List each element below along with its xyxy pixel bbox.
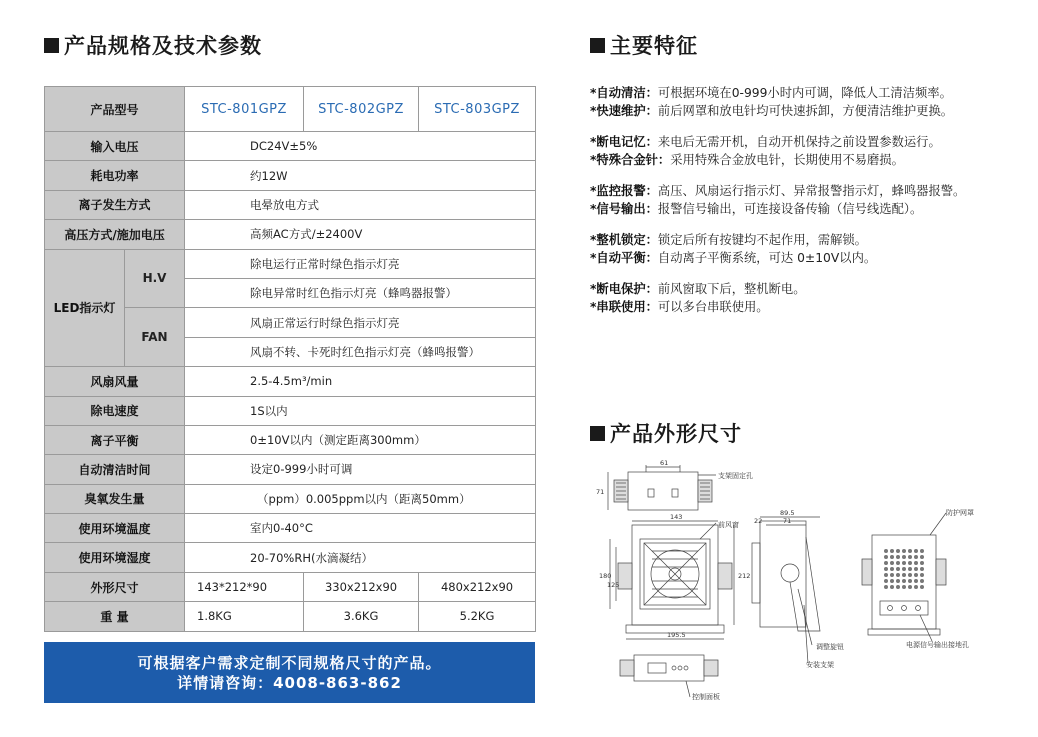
label-control-panel: 控制面板 bbox=[692, 693, 720, 701]
feature-name: *整机锁定： bbox=[590, 233, 658, 247]
row-label: 自动清洁时间 bbox=[45, 455, 185, 484]
dimension-drawings bbox=[590, 455, 1030, 705]
dim-side-a: 22 bbox=[754, 517, 763, 525]
list-item bbox=[590, 298, 1030, 316]
row-label: 输入电压 bbox=[45, 132, 185, 161]
table-row bbox=[45, 396, 536, 425]
row-value: 高频AC方式/±2400V bbox=[185, 220, 536, 249]
square-bullet-icon bbox=[44, 38, 59, 53]
table-row bbox=[45, 543, 536, 572]
hv-line-1: 除电运行正常时绿色指示灯亮 bbox=[185, 249, 536, 278]
feature-text: 来电后无需开机，自动开机保持之前设置参数运行。 bbox=[657, 135, 941, 149]
feature-text: 可以多台串联使用。 bbox=[657, 300, 769, 314]
row-value: （ppm）0.005ppm以内（距离50mm） bbox=[185, 484, 536, 513]
spec-table bbox=[44, 86, 536, 632]
list-item bbox=[590, 249, 1030, 267]
weight-2: 3.6KG bbox=[304, 602, 419, 631]
label-guard: 防护网罩 bbox=[946, 509, 974, 517]
bottom-view-drawing bbox=[620, 655, 720, 701]
size-2: 330x212x90 bbox=[304, 572, 419, 601]
led-label: LED指示灯 bbox=[45, 249, 125, 367]
label-mount-bracket: 安装支架 bbox=[806, 661, 834, 669]
feature-text: 锁定后所有按键均不起作用，需解锁。 bbox=[657, 233, 867, 247]
table-row bbox=[45, 425, 536, 454]
fan-line-1: 风扇正常运行时绿色指示灯亮 bbox=[185, 308, 536, 337]
list-item bbox=[590, 151, 1030, 169]
square-bullet-icon bbox=[590, 426, 605, 441]
table-row bbox=[45, 220, 536, 249]
label-bracket-hole: 支架固定孔 bbox=[718, 472, 753, 480]
row-value: 室内0-40°C bbox=[185, 514, 536, 543]
row-label: 使用环境湿度 bbox=[45, 543, 185, 572]
dim-top-w: 61 bbox=[660, 459, 669, 467]
top-view-drawing bbox=[596, 459, 753, 510]
guard-grid bbox=[884, 549, 924, 589]
row-label: 耗电功率 bbox=[45, 161, 185, 190]
feature-text: 采用特殊合金放电针，长期使用不易磨损。 bbox=[670, 153, 904, 167]
feature-group bbox=[590, 231, 1030, 267]
model-2: STC-802GPZ bbox=[304, 87, 419, 132]
row-label: 使用环境温度 bbox=[45, 514, 185, 543]
contact-banner bbox=[44, 642, 535, 703]
dim-front-w: 143 bbox=[670, 513, 683, 521]
weight-3: 5.2KG bbox=[419, 602, 536, 631]
table-row bbox=[45, 455, 536, 484]
table-row bbox=[45, 602, 536, 631]
hv-label: H.V bbox=[125, 249, 185, 308]
dimensions-title-text: 产品外形尺寸 bbox=[610, 421, 742, 446]
table-row bbox=[45, 572, 536, 601]
size-label: 外形尺寸 bbox=[45, 572, 185, 601]
fan-label: FAN bbox=[125, 308, 185, 367]
fan-line-2: 风扇不转、卡死时红色指示灯亮（蜂鸣报警） bbox=[185, 337, 536, 366]
list-item bbox=[590, 200, 1030, 218]
banner-line-2: 详情请咨询：4008-863-862 bbox=[177, 673, 402, 692]
dim-base-w: 195.5 bbox=[667, 631, 686, 639]
feature-name: *自动平衡： bbox=[590, 251, 658, 265]
feature-group bbox=[590, 84, 1030, 120]
row-value: 0±10V以内（测定距离300mm） bbox=[185, 425, 536, 454]
feature-text: 高压、风扇运行指示灯、异常报警指示灯，蜂鸣器报警。 bbox=[657, 184, 966, 198]
table-row bbox=[45, 87, 536, 132]
feature-text: 可根据环境在0-999小时内可调，降低人工清洁频率。 bbox=[657, 86, 952, 100]
size-1: 143*212*90 bbox=[185, 572, 304, 601]
feature-text: 前风窗取下后，整机断电。 bbox=[657, 282, 806, 296]
list-item bbox=[590, 84, 1030, 102]
table-row bbox=[45, 484, 536, 513]
table-row bbox=[45, 190, 536, 219]
dim-front-h-inner: 125 bbox=[607, 581, 620, 589]
feature-group bbox=[590, 280, 1030, 316]
feature-name: *断电保护： bbox=[590, 282, 658, 296]
list-item bbox=[590, 182, 1030, 200]
banner-line-1: 可根据客户需求定制不同规格尺寸的产品。 bbox=[137, 653, 442, 672]
feature-text: 自动离子平衡系统，可达 0±10V以内。 bbox=[657, 251, 877, 265]
dimensions-section-title bbox=[590, 418, 742, 448]
feature-name: *特殊合金针： bbox=[590, 153, 671, 167]
list-item bbox=[590, 280, 1030, 298]
model-label: 产品型号 bbox=[45, 87, 185, 132]
row-value: 2.5-4.5m³/min bbox=[185, 367, 536, 396]
row-value: DC24V±5% bbox=[185, 132, 536, 161]
front-view-drawing bbox=[599, 513, 750, 639]
row-value: 约12W bbox=[185, 161, 536, 190]
feature-group bbox=[590, 182, 1030, 218]
row-value: 20-70%RH(水滴凝结） bbox=[185, 543, 536, 572]
feature-name: *断电记忆： bbox=[590, 135, 658, 149]
list-item bbox=[590, 102, 1030, 120]
dim-front-h-mid: 180 bbox=[599, 572, 612, 580]
model-3: STC-803GPZ bbox=[419, 87, 536, 132]
row-value: 1S以内 bbox=[185, 396, 536, 425]
dim-front-h-outer: 212 bbox=[738, 572, 751, 580]
model-1: STC-801GPZ bbox=[185, 87, 304, 132]
feature-text: 报警信号输出，可连接设备传输（信号线选配）。 bbox=[657, 202, 923, 216]
row-label: 离子平衡 bbox=[45, 425, 185, 454]
feature-name: *快速维护： bbox=[590, 104, 658, 118]
dim-side-b: 71 bbox=[783, 517, 792, 525]
row-value: 设定0-999小时可调 bbox=[185, 455, 536, 484]
feature-text: 前后网罩和放电针均可快速拆卸，方便清洁维护更换。 bbox=[657, 104, 954, 118]
spec-section-title bbox=[44, 30, 262, 60]
spec-title-text: 产品规格及技术参数 bbox=[64, 33, 262, 58]
table-row bbox=[45, 367, 536, 396]
row-label: 离子发生方式 bbox=[45, 190, 185, 219]
features-list bbox=[590, 84, 1030, 329]
feature-name: *自动清洁： bbox=[590, 86, 658, 100]
weight-1: 1.8KG bbox=[185, 602, 304, 631]
row-label: 臭氧发生量 bbox=[45, 484, 185, 513]
dim-top-h: 71 bbox=[596, 488, 605, 496]
label-power-signal: 电源信号输出接地孔 bbox=[906, 641, 969, 649]
dim-side-w: 89.5 bbox=[780, 509, 795, 517]
weight-label: 重 量 bbox=[45, 602, 185, 631]
features-section-title bbox=[590, 30, 698, 60]
label-adjust-knob: 调整旋钮 bbox=[816, 643, 844, 651]
row-value: 电晕放电方式 bbox=[185, 190, 536, 219]
hv-line-2: 除电异常时红色指示灯亮（蜂鸣器报警） bbox=[185, 278, 536, 307]
row-label: 高压方式/施加电压 bbox=[45, 220, 185, 249]
feature-group bbox=[590, 133, 1030, 169]
list-item bbox=[590, 133, 1030, 151]
size-3: 480x212x90 bbox=[419, 572, 536, 601]
row-label: 除电速度 bbox=[45, 396, 185, 425]
feature-name: *串联使用： bbox=[590, 300, 658, 314]
table-row bbox=[45, 249, 536, 278]
list-item bbox=[590, 231, 1030, 249]
rear-view-drawing bbox=[862, 508, 974, 649]
side-view-drawing bbox=[752, 509, 844, 669]
feature-name: *信号输出： bbox=[590, 202, 658, 216]
table-row bbox=[45, 161, 536, 190]
table-row bbox=[45, 514, 536, 543]
label-front-window: 前风窗 bbox=[718, 521, 739, 529]
table-row bbox=[45, 132, 536, 161]
features-title-text: 主要特征 bbox=[610, 33, 698, 58]
feature-name: *监控报警： bbox=[590, 184, 658, 198]
square-bullet-icon bbox=[590, 38, 605, 53]
row-label: 风扇风量 bbox=[45, 367, 185, 396]
